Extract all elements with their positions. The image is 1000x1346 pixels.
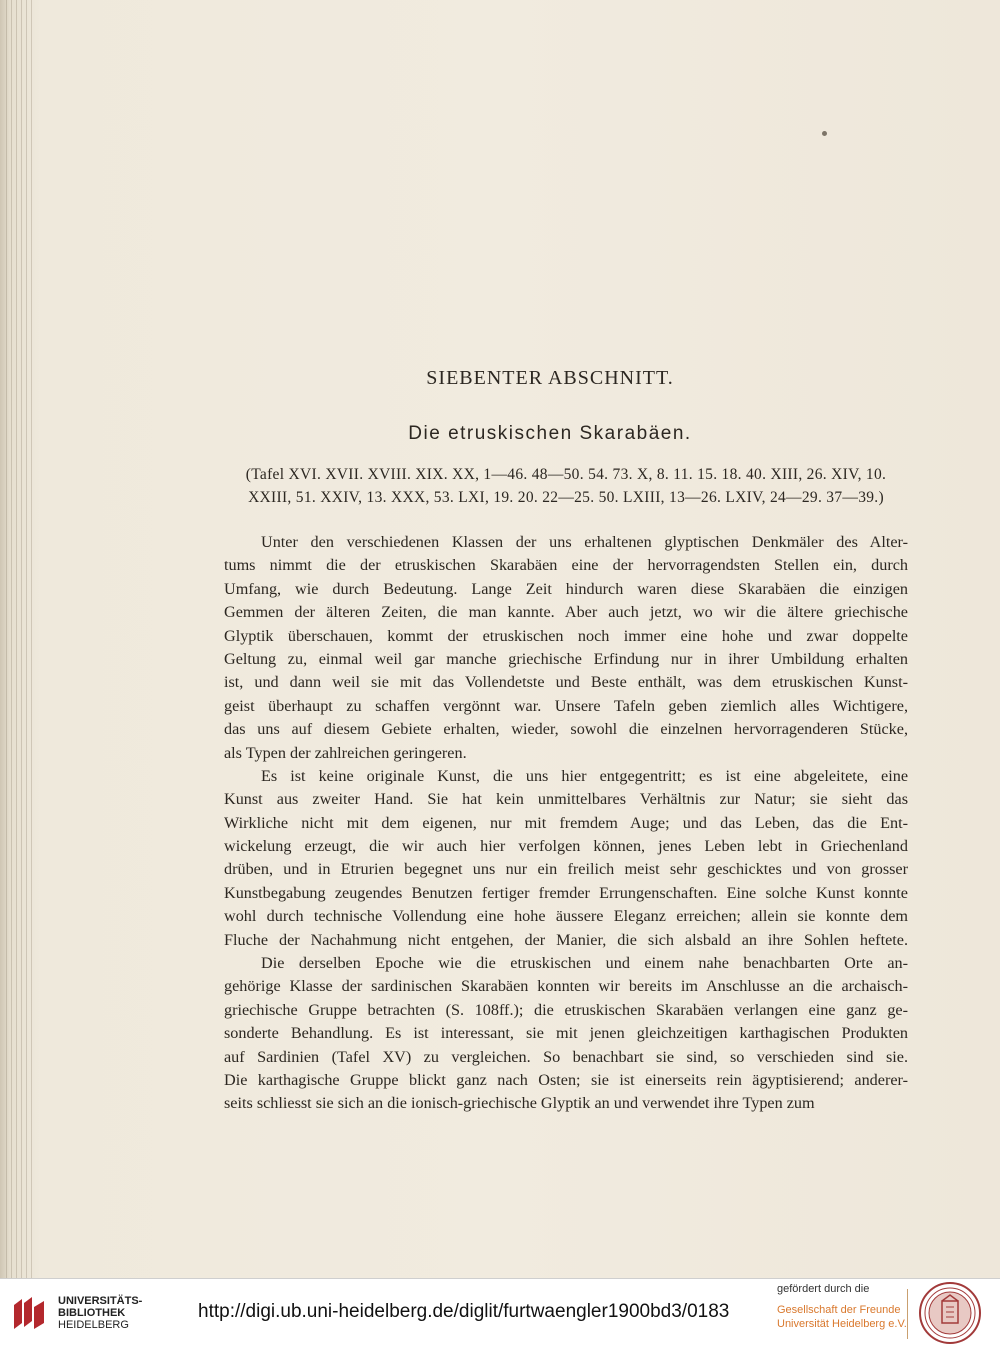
plate-ref-line: (Tafel XVI. XVII. XVIII. XIX. XX, 1—46. 48—50. 54. 73. X, 8. 11. 15. 18. 40. XIII, 26. XIV, 10. (245, 466, 887, 483)
body-line: Die derselben Epoche wie die etruskischen und einem nahe benachbarten Orte an- (261, 954, 908, 973)
body-line: auf Sardinien (Tafel XV) zu vergleichen. So benachbart sie sind, so verschieden sind sie. (224, 1047, 908, 1066)
library-name-line: HEIDELBERG (58, 1319, 129, 1331)
plate-references (220, 463, 912, 509)
body-line: sonderte Behandlung. Es ist interessant, sie mit jenen gleichzeitigen karthagischen Produkten (224, 1024, 908, 1043)
chapter-title: Die etruskischen Skarabäen. (408, 423, 692, 444)
body-text (224, 531, 908, 1116)
permalink-url[interactable]: http://digi.ub.uni-heidelberg.de/diglit/furtwaengler1900bd3/0183 (198, 1301, 730, 1322)
sponsor-name[interactable] (777, 1303, 907, 1331)
page-edge-stack (6, 0, 36, 1278)
body-line: Es ist keine originale Kunst, die uns hier entgegentritt; es ist eine abgeleitete, eine (261, 766, 908, 785)
body-line: das uns auf diesem Gebiete erhalten, wieder, sowohl die einzelnen hervorragenderen Stücke, (224, 720, 908, 739)
plate-ref-line: XXIII, 51. XXIV, 13. XXX, 53. LXI, 19. 20. 22—25. 50. LXIII, 13—26. LXIV, 24—29. 37—39.) (248, 489, 884, 506)
library-name-line: UNIVERSITÄTS- (58, 1295, 143, 1307)
body-line: tums nimmt die der etruskischen Skarabäen eine der hervorragendsten Stellen ein, durch (224, 556, 908, 575)
body-line: seits schliesst sie sich an die ionisch-griechische Glyptik an und verwendet ihre Typen zum (224, 1094, 815, 1113)
footer-divider (907, 1289, 908, 1339)
sponsor-label: gefördert durch die (777, 1283, 870, 1295)
body-line: Unter den verschiedenen Klassen der uns erhaltenen glyptischen Denkmäler des Alter- (261, 533, 908, 551)
body-line: geist überhaupt zu schaffen vergönnt war. Unsere Tafeln geben ziemlich alles Wichtigere, (224, 696, 908, 715)
library-name-line: BIBLIOTHEK (58, 1307, 126, 1319)
viewer-footer (0, 1278, 1000, 1346)
section-heading: SIEBENTER ABSCHNITT. (426, 367, 674, 389)
body-line: wohl durch technische Vollendung eine hohe äussere Eleganz erreichen; allein sie konnte dem (224, 907, 908, 926)
body-line: Wirkliche nicht mit dem eigenen, nur mit fremdem Auge; und das Leben, das die Ent- (224, 813, 908, 832)
body-line: gehörige Klasse der sardinischen Skarabäen konnten wir bereits im Anschlusse an die archaisch- (224, 977, 908, 996)
body-line: Fluche der Nachahmung nicht entgehen, der Manier, die sich alsbald an ihre Sohlen heftete. (224, 930, 908, 949)
body-line: als Typen der zahlreichen geringeren. (224, 743, 467, 762)
body-line: Die karthagische Gruppe blickt ganz nach Osten; sie ist einerseits rein ägyptisierend; anderer- (224, 1070, 908, 1089)
body-line: Gemmen der älteren Zeiten, die man kannte. Aber auch jetzt, wo wir die ältere griechische (224, 603, 908, 622)
university-seal-icon[interactable] (918, 1281, 982, 1345)
body-line: Umfang, wie durch Bedeutung. Lange Zeit hindurch waren diese Skarabäen die einzigen (224, 579, 908, 598)
paper-speck (822, 131, 827, 136)
university-library-logo-icon[interactable] (8, 1291, 52, 1335)
body-line: drüben, und in Etrurien begegnet uns nur ein freilich meist sehr geschicktes und von grosser (224, 860, 908, 879)
sponsor-name-line: Universität Heidelberg e.V. (777, 1318, 907, 1330)
body-line: wickelung erzeugt, die wir auch hier verfolgen können, jenes Leben lebt in Griechenland (224, 837, 908, 856)
sponsor-name-line: Gesellschaft der Freunde (777, 1304, 901, 1316)
body-line: Kunstbegabung zeugendes Benutzen fertiger fremder Errungenschaften. Eine solche Kunst konnte (224, 883, 908, 902)
body-line: griechische Gruppe betrachten (S. 108ff.); die etruskischen Skarabäen verlangen eine ganz ge- (224, 1000, 908, 1019)
body-line: Kunst aus zweiter Hand. Sie hat kein unmittelbares Verhältnis zur Natur; sie sieht das (224, 790, 908, 809)
body-line: ist, und dann weil sie mit das Vollendetste und Beste enthält, was dem etruskischen Kunst- (224, 673, 908, 692)
body-line: Geltung zu, einmal weil gar manche griechische Erfindung nur in ihrer Umbildung erhalten (224, 649, 908, 668)
library-name[interactable] (58, 1295, 142, 1331)
body-line: Glyptik überschauen, kommt der etruskischen noch immer eine hohe und zwar doppelte (224, 626, 908, 645)
